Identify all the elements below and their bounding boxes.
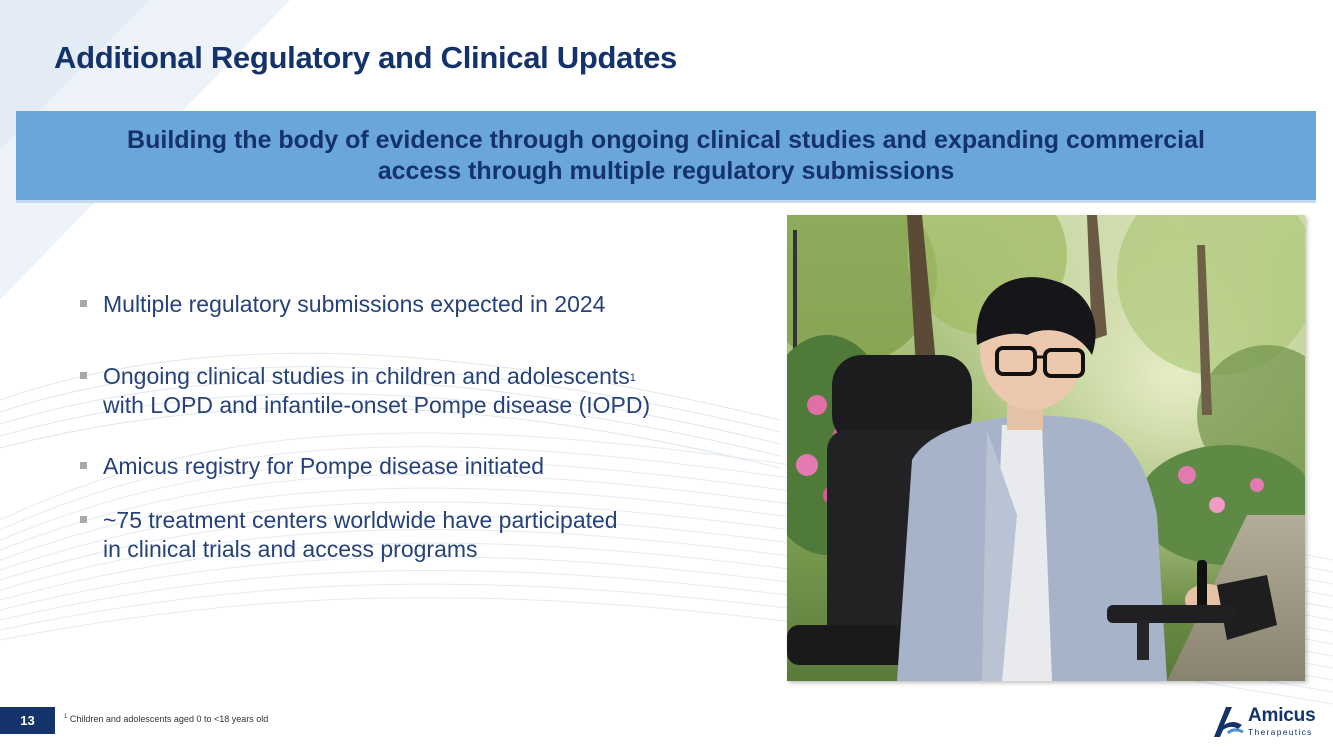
square-bullet-icon bbox=[80, 372, 87, 379]
logo-subtitle: Therapeutics bbox=[1248, 727, 1313, 737]
amicus-logo bbox=[1210, 701, 1320, 741]
photo-person-in-wheelchair bbox=[787, 215, 1305, 681]
bullet-line: with LOPD and infantile-onset Pompe disease (IOPD) bbox=[103, 392, 651, 418]
square-bullet-icon bbox=[80, 516, 87, 523]
bullet-text bbox=[103, 362, 650, 420]
bullet-line: ~75 treatment centers worldwide have participated bbox=[103, 507, 618, 533]
footnote-marker: 1 bbox=[64, 714, 68, 720]
bullet-line-text: Ongoing clinical studies in children and adolescents bbox=[103, 363, 630, 389]
amicus-logo-icon bbox=[1210, 703, 1246, 739]
banner-line-1: Building the body of evidence through ongoing clinical studies and expanding commercial bbox=[127, 125, 1205, 154]
bullet-line bbox=[103, 362, 650, 391]
bullet-text bbox=[103, 452, 544, 481]
footnote bbox=[64, 714, 268, 724]
square-bullet-icon bbox=[80, 462, 87, 469]
footnote-ref: 1 bbox=[629, 372, 636, 384]
summary-banner bbox=[16, 111, 1316, 203]
logo-name: Amicus bbox=[1248, 705, 1316, 726]
bullet-line: in clinical trials and access programs bbox=[103, 536, 478, 562]
page-number: 13 bbox=[0, 707, 55, 734]
footnote-text: Children and adolescents aged 0 to <18 years old bbox=[69, 714, 269, 724]
bullet-line: Amicus registry for Pompe disease initiated bbox=[103, 453, 545, 479]
bullet-text bbox=[103, 506, 618, 564]
banner-line-2: access through multiple regulatory submissions bbox=[377, 156, 955, 185]
bullet-line: Multiple regulatory submissions expected in 2024 bbox=[103, 291, 606, 317]
bullet-text bbox=[103, 290, 605, 319]
square-bullet-icon bbox=[80, 300, 87, 307]
slide-title: Additional Regulatory and Clinical Updates bbox=[54, 40, 677, 75]
